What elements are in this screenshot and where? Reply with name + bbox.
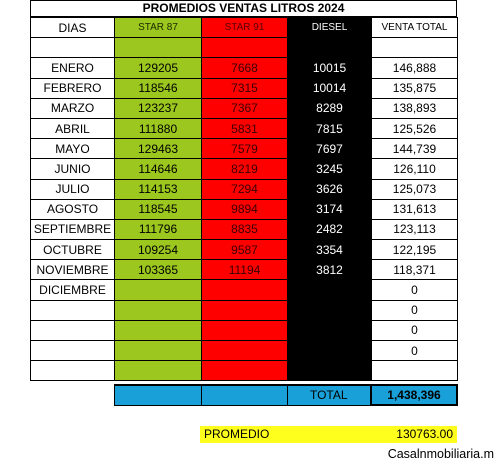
promedio-bar	[200, 426, 457, 443]
diesel-cell: 10015	[288, 58, 372, 78]
spacer-cell	[31, 38, 115, 58]
table-row	[31, 361, 458, 381]
spacer-cell	[202, 38, 288, 58]
star91-cell: 7367	[202, 98, 288, 118]
star87-cell: 129205	[115, 58, 202, 78]
diesel-cell: 3812	[288, 260, 372, 280]
table-row	[31, 159, 458, 179]
star87-cell: 118545	[115, 199, 202, 219]
diesel-cell: 3174	[288, 199, 372, 219]
total-cell: 146,888	[372, 58, 458, 78]
diesel-cell: 7815	[288, 118, 372, 138]
diesel-cell: 10014	[288, 78, 372, 98]
total-cell: 0	[372, 300, 458, 320]
month-cell: MARZO	[31, 98, 115, 118]
total-cell: 0	[372, 280, 458, 300]
star87-cell: 118546	[115, 78, 202, 98]
table-row	[31, 58, 458, 78]
table-row	[31, 98, 458, 118]
total-cell: 131,613	[372, 199, 458, 219]
spacer-row	[31, 38, 458, 58]
header-venta-total: VENTA TOTAL	[372, 18, 458, 38]
total-cell: 125,073	[372, 179, 458, 199]
header-row	[31, 18, 458, 38]
month-cell: SEPTIEMBRE	[31, 219, 115, 239]
total-cell: 118,371	[372, 260, 458, 280]
month-cell: NOVIEMBRE	[31, 260, 115, 280]
star91-cell: 7668	[202, 58, 288, 78]
header-star87: STAR 87	[115, 18, 202, 38]
month-cell: MAYO	[31, 139, 115, 159]
month-cell: DICIEMBRE	[31, 280, 115, 300]
star91-cell: 5831	[202, 118, 288, 138]
table-row	[31, 300, 458, 320]
month-cell: JULIO	[31, 179, 115, 199]
diesel-cell: 3245	[288, 159, 372, 179]
month-cell	[31, 341, 115, 361]
month-cell: AGOSTO	[31, 199, 115, 219]
sheet-title: PROMEDIOS VENTAS LITROS 2024	[30, 0, 457, 17]
header-star91: STAR 91	[202, 18, 288, 38]
star87-cell	[115, 280, 202, 300]
total-cell: 0	[372, 341, 458, 361]
table-row	[31, 320, 458, 340]
star91-cell	[202, 361, 288, 381]
footer-star87	[114, 385, 201, 405]
star91-cell: 7315	[202, 78, 288, 98]
star87-cell	[115, 341, 202, 361]
table-row	[31, 78, 458, 98]
diesel-cell	[288, 280, 372, 300]
star87-cell: 123237	[115, 98, 202, 118]
grand-total: 1,438,396	[371, 385, 457, 405]
month-cell	[31, 300, 115, 320]
star87-cell	[115, 320, 202, 340]
table-row	[31, 260, 458, 280]
spacer-cell	[115, 38, 202, 58]
diesel-cell: 7697	[288, 139, 372, 159]
total-cell	[372, 361, 458, 381]
star91-cell	[202, 341, 288, 361]
diesel-cell: 3354	[288, 240, 372, 260]
month-cell: OCTUBRE	[31, 240, 115, 260]
spacer-cell	[372, 38, 458, 58]
promedio-label: PROMEDIO	[204, 427, 270, 441]
star91-cell: 7579	[202, 139, 288, 159]
star91-cell: 9587	[202, 240, 288, 260]
star91-cell: 11194	[202, 260, 288, 280]
diesel-cell	[288, 361, 372, 381]
star91-cell: 7294	[202, 179, 288, 199]
total-cell: 122,195	[372, 240, 458, 260]
promedio-value: 130763.00	[396, 427, 453, 441]
star91-cell: 8835	[202, 219, 288, 239]
diesel-cell	[288, 320, 372, 340]
spacer-cell	[288, 38, 372, 58]
star91-cell: 9894	[202, 199, 288, 219]
table-row	[31, 139, 458, 159]
total-cell: 135,875	[372, 78, 458, 98]
table-row	[31, 219, 458, 239]
star91-cell	[202, 320, 288, 340]
total-cell: 144,739	[372, 139, 458, 159]
footer-total-label: TOTAL	[287, 385, 371, 405]
star87-cell: 109254	[115, 240, 202, 260]
star87-cell: 114646	[115, 159, 202, 179]
star87-cell: 114153	[115, 179, 202, 199]
diesel-cell: 8289	[288, 98, 372, 118]
total-cell: 138,893	[372, 98, 458, 118]
table-row	[31, 179, 458, 199]
star87-cell: 129463	[115, 139, 202, 159]
month-cell: JUNIO	[31, 159, 115, 179]
month-cell	[31, 320, 115, 340]
star87-cell: 111796	[115, 219, 202, 239]
star87-cell	[115, 361, 202, 381]
star87-cell: 111880	[115, 118, 202, 138]
diesel-cell: 3626	[288, 179, 372, 199]
footer-row	[30, 385, 457, 405]
star91-cell: 8219	[202, 159, 288, 179]
month-cell	[31, 361, 115, 381]
footer-table	[30, 384, 458, 406]
diesel-cell	[288, 300, 372, 320]
total-cell: 123,113	[372, 219, 458, 239]
table-row	[31, 118, 458, 138]
footer-empty	[30, 385, 114, 405]
star87-cell: 103365	[115, 260, 202, 280]
month-cell: FEBRERO	[31, 78, 115, 98]
table-row	[31, 341, 458, 361]
star87-cell	[115, 300, 202, 320]
table-row	[31, 240, 458, 260]
watermark-text: Casalnmobiliaria.m	[387, 447, 494, 461]
total-cell: 125,526	[372, 118, 458, 138]
diesel-cell: 2482	[288, 219, 372, 239]
sales-table	[30, 17, 458, 381]
month-cell: ENERO	[31, 58, 115, 78]
diesel-cell	[288, 341, 372, 361]
footer-star91	[201, 385, 287, 405]
total-cell: 126,110	[372, 159, 458, 179]
table-row	[31, 280, 458, 300]
star91-cell	[202, 300, 288, 320]
header-diesel: DIESEL	[288, 18, 372, 38]
star91-cell	[202, 280, 288, 300]
table-row	[31, 199, 458, 219]
total-cell: 0	[372, 320, 458, 340]
month-cell: ABRIL	[31, 118, 115, 138]
header-dias: DIAS	[31, 18, 115, 38]
